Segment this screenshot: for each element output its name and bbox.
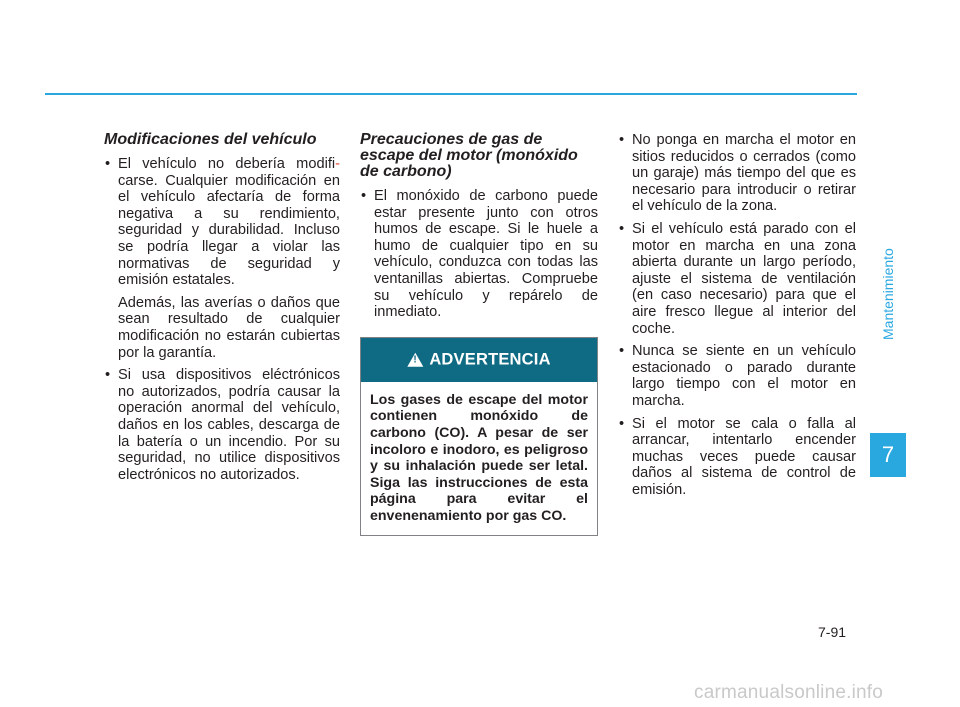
warning-box xyxy=(360,337,598,536)
bullet-list-exhaust-continued xyxy=(618,132,856,498)
hyphen-mark: - xyxy=(335,156,340,172)
paragraph: Nunca se siente en un vehículo estacionado o parado durante largo tiempo con el motor en marcha. xyxy=(632,343,856,409)
top-rule xyxy=(45,93,857,95)
paragraph: Si usa dispositivos eléctrónicos no autorizados, podría causar la operación anormal del vehículo, daños en los cables, descarga de la batería o un incendio. Por su seguridad, no utilice dispositivos electrónicos no autorizados. xyxy=(118,367,340,483)
watermark: carmanualsonline.info xyxy=(694,682,884,703)
bullet-icon: • xyxy=(619,343,625,360)
section-heading-modifications: Modificaciones del vehículo xyxy=(104,131,317,148)
chapter-tab: 7 xyxy=(870,433,906,477)
chapter-side-label: Mantenimiento xyxy=(880,248,896,340)
warning-title-row xyxy=(407,351,550,368)
paragraph: Si el vehículo está parado con el motor en marcha en una zona abierta durante un largo período, ajuste el sistema de ventilación (en caso necesario) para que el aire fresco llegue al interior del coche. xyxy=(632,220,856,337)
paragraph: Si el motor se cala o falla al arrancar, intentarlo encender muchas veces puede causar daños al sistema de control de emisión. xyxy=(632,415,856,498)
bullet-icon: • xyxy=(619,132,625,148)
paragraph xyxy=(118,156,340,289)
page-number: 7-91 xyxy=(818,624,847,640)
column-exhaust-continued xyxy=(618,132,856,504)
bullet-icon: • xyxy=(619,415,625,432)
column-exhaust-precautions xyxy=(360,132,598,536)
paragraph: Además, las averías o daños que sean resultado de cualquier modificación no estarán cubiertas por la garantía. xyxy=(118,294,340,361)
list-item xyxy=(618,132,856,215)
bullet-list-exhaust xyxy=(360,188,598,321)
bullet-icon: • xyxy=(361,188,367,204)
section-heading-exhaust: Precauciones de gas de escape del motor (monóxido de carbono) xyxy=(360,131,578,180)
warning-header xyxy=(361,338,597,382)
list-item xyxy=(618,221,856,337)
column-modifications xyxy=(104,132,340,489)
list-item xyxy=(618,343,856,409)
text-span: El vehículo no debería modifi xyxy=(118,156,336,172)
list-item xyxy=(104,156,340,361)
warning-triangle-icon xyxy=(407,353,423,367)
text-span: carse. Cualquier modificación en el vehículo afectaría de forma negativa a su rendimiento, seguridad y durabilidad. Incluso se podría llegar a violar las normativas de seguridad y emisión estatales. xyxy=(118,172,340,289)
list-item xyxy=(360,188,598,321)
warning-body: Los gases de escape del motor contienen monóxido de carbono (CO). A pesar de ser incoloro e inodoro, es peligroso y su inhalación puede ser letal. Siga las instrucciones de esta página para evitar el envenenamiento por gas CO. xyxy=(370,391,588,524)
paragraph: El monóxido de carbono puede estar presente junto con otros humos de escape. Si le huele a humo de cualquier tipo en su vehículo, conduzca con todas las ventanillas abiertas. Compruebe su vehículo y repárelo de inmediato. xyxy=(374,188,598,321)
bullet-icon: • xyxy=(619,220,625,237)
bullet-icon: • xyxy=(105,156,111,172)
list-item xyxy=(618,416,856,499)
paragraph: No ponga en marcha el motor en sitios reducidos o cerrados (como un garaje) más tiempo del que es necesario para introducir o retirar el vehículo de la zona. xyxy=(632,132,856,215)
bullet-list-modifications xyxy=(104,156,340,483)
warning-title: ADVERTENCIA xyxy=(429,350,551,369)
list-item xyxy=(104,367,340,483)
bullet-icon: • xyxy=(105,367,111,384)
